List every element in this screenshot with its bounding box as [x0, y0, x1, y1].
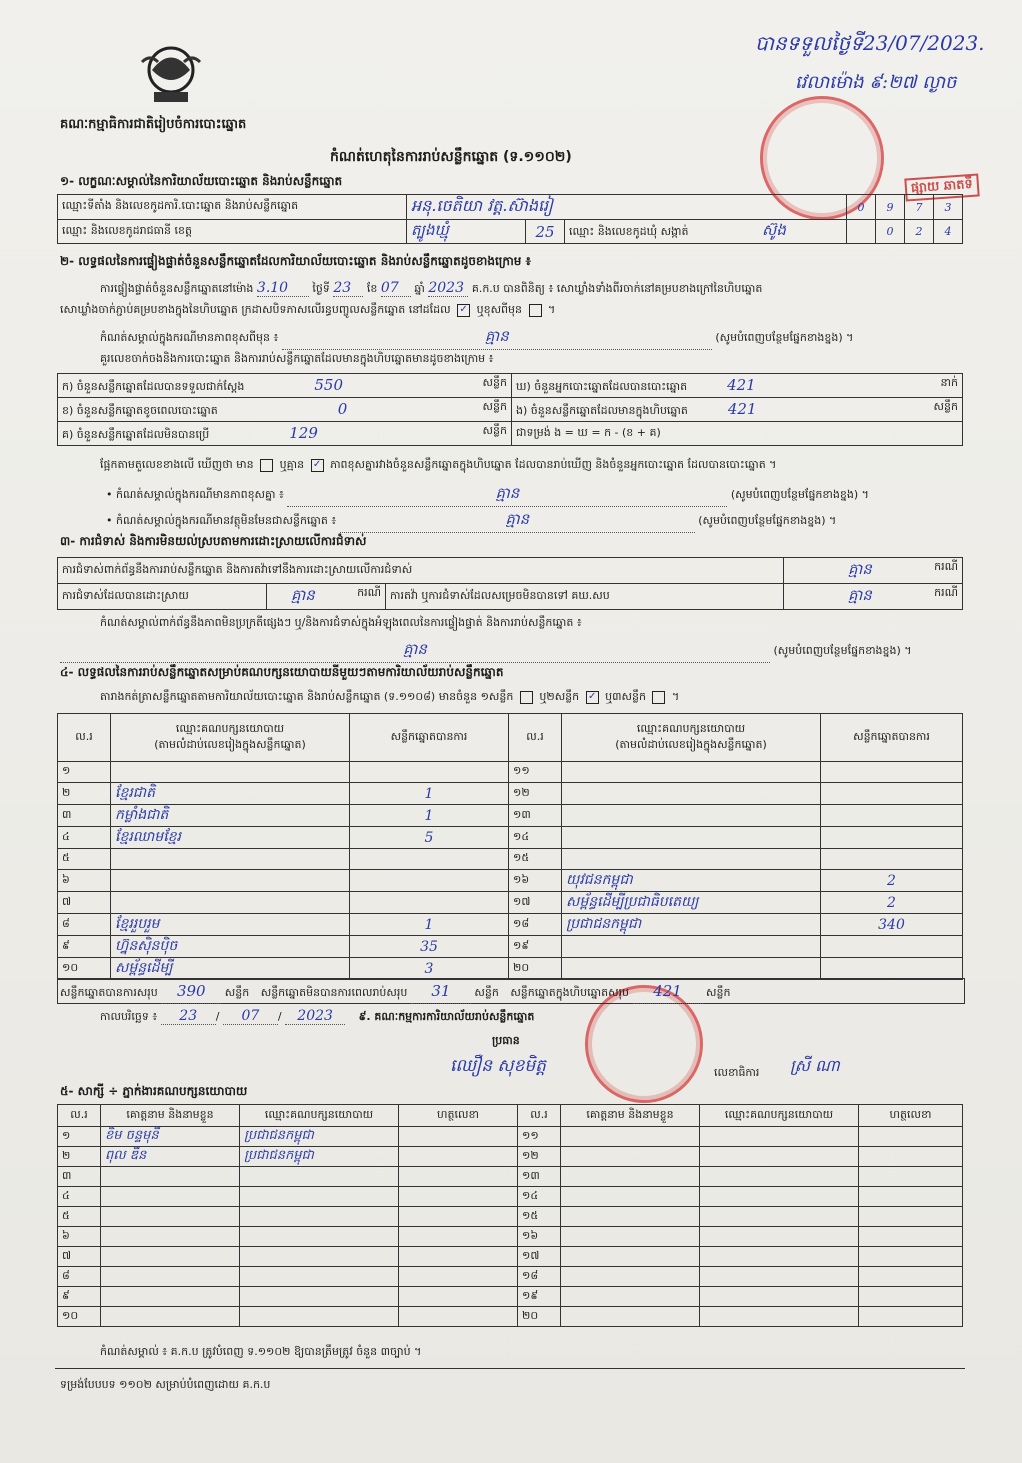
- witness-row: [58, 1287, 963, 1307]
- col-party-right: ឈ្មោះគណបក្សនយោបាយ (តាមលំដាប់លេខរៀងក្នុងសន្លឹកឆ្នោត): [562, 714, 821, 762]
- location-code-digit: 0: [847, 195, 876, 220]
- party-name: [562, 762, 821, 783]
- witness-party: [700, 1187, 859, 1207]
- party-votes: [821, 936, 963, 958]
- col-votes: សន្លឹកឆ្នោតបានការ: [350, 714, 509, 762]
- date-year: 2023: [285, 1008, 345, 1025]
- row-no: ៨: [58, 914, 111, 936]
- witness-party: [700, 1147, 859, 1167]
- party-votes: 35: [350, 936, 509, 958]
- row-no: ១៤: [509, 827, 562, 849]
- changed-label: ឬខុសពីមុន: [476, 303, 522, 316]
- witness-no: ១០: [58, 1307, 101, 1327]
- party-name: សម្ព័ន្ធដើម្បីប្រជាធិបតេយ្យ: [562, 892, 821, 914]
- nec-logo-icon: [140, 40, 202, 106]
- totals-line: សន្លឹកឆ្នោតបានការសរុប 390 សន្លឹក សន្លឹកឆ្នោតមិនបានការពេលរាប់សរុប 31 សន្លឹក សន្លឹកឆ្នោតក្នុងហិបឆ្នោតសរុប 421 សន្លឹក: [57, 978, 965, 1004]
- witness-col-party: ឈ្មោះគណបក្សនយោបាយ: [240, 1105, 399, 1127]
- witness-no: ១៩: [518, 1287, 561, 1307]
- time-note: វេលាម៉ោង ៩:២៧ ល្ងាច: [795, 72, 957, 93]
- location-code-digit: 7: [905, 195, 934, 220]
- complaint-row1-label: ការជំទាស់ពាក់ព័ន្ធនឹងការរាប់សន្លឹកឆ្នោត និងការតវ៉ាទៅនឹងការដោះស្រាយលើការជំទាស់: [58, 558, 784, 584]
- seal-text: សោឃ្លាំងចាក់ភ្ជាប់គម្របខាងក្នុងនៃហិបឆ្នោត ក្រដាសបិទភាសលើរន្ធបញ្ចូលសន្លឹកឆ្នោត នៅដដែល: [60, 303, 451, 316]
- witness-party: [240, 1247, 399, 1267]
- witness-name: [561, 1127, 700, 1147]
- total-box-label: សន្លឹកឆ្នោតក្នុងហិបឆ្នោតសរុប: [510, 986, 630, 999]
- results-row: [58, 936, 963, 958]
- row-no: ៣: [58, 805, 111, 827]
- tally-intro-line: តារាងកត់ត្រាសន្លឹកឆ្នោតតាមការិយាល័យបោះឆ្នោត និងរាប់សន្លឹកឆ្នោត (ទ.១១០៨) មានចំនួន ១សន្លឹក ឬ២សន្លឹក ✓ ឬ៣សន្លឹក ។: [100, 690, 680, 703]
- total-box-value: 421: [633, 979, 703, 1004]
- party-name: [111, 892, 350, 914]
- verification-day: 23: [333, 280, 363, 297]
- total-invalid-label: សន្លឹកឆ្នោតមិនបានការពេលរាប់សរុប: [260, 986, 408, 999]
- witness-name: [561, 1227, 700, 1247]
- fill-note: (សូមបំពេញបន្ថែមផ្នែកខាងខ្នង) ។: [730, 488, 869, 501]
- witness-name: [561, 1187, 700, 1207]
- date-line: កាលបរិច្ឆេទ ៖ 23 / 07 / 2023 ៩. គណៈកម្មការការិយាល័យរាប់សន្លឹកឆ្នោត: [100, 1008, 535, 1024]
- results-table: [57, 713, 963, 980]
- commune-cell: [565, 220, 847, 244]
- row-no: ១៦: [509, 870, 562, 892]
- witness-name: [101, 1187, 240, 1207]
- witness-col-name: គោត្តនាម និងនាមខ្លួន: [101, 1105, 240, 1127]
- province-code: 25: [526, 220, 565, 244]
- section5-heading: ៥- សាក្សី ÷ ភ្នាក់ងារគណបក្សនយោបាយ: [60, 1084, 248, 1098]
- party-name: [562, 805, 821, 827]
- location-label: ឈ្មោះទីតាំង និងលេខកូដការិ.បោះឆ្នោត និងរាប់សន្លឹកឆ្នោត: [58, 195, 407, 220]
- party-name: [111, 870, 350, 892]
- date-day: 23: [161, 1008, 216, 1025]
- row-no: ២០: [509, 958, 562, 980]
- party-votes: [821, 849, 963, 870]
- witness-party: [240, 1307, 399, 1327]
- witness-signature: [859, 1207, 963, 1227]
- irregularity-line: [60, 640, 912, 663]
- witness-row: [58, 1167, 963, 1187]
- party-votes: [350, 762, 509, 783]
- witness-name: [101, 1247, 240, 1267]
- resolved-cell: គ្មាន ករណី: [267, 584, 386, 610]
- party-name: [562, 849, 821, 870]
- section4-heading: ៤- លទ្ធផលនៃការរាប់សន្លឹកឆ្នោតសម្រាប់គណបក្សនយោបាយនីមួយៗតាមការិយាល័យរាប់សន្លឹកឆ្នោត: [60, 665, 504, 679]
- two-sheets-label: ឬ២សន្លឹក: [539, 690, 580, 703]
- party-name: ខ្មែររួបរួម: [111, 914, 350, 936]
- row-no: ៩: [58, 936, 111, 958]
- party-name: [562, 827, 821, 849]
- witness-no: ១១: [518, 1127, 561, 1147]
- no-discrepancy-checkbox[interactable]: ✓: [311, 459, 324, 472]
- party-votes: [821, 805, 963, 827]
- secretary-label: លេខាធិការ: [714, 1066, 760, 1079]
- witness-name: [561, 1267, 700, 1287]
- section3-heading: ៣- ការជំទាស់ និងការមិនយល់ស្របតាមការដោះស្រាយលើការជំទាស់: [60, 534, 367, 548]
- witness-no: ១៨: [518, 1267, 561, 1287]
- witness-no: ៧: [58, 1247, 101, 1267]
- note2-value: គ្មាន: [340, 510, 695, 533]
- witness-party: [240, 1267, 399, 1287]
- witness-row: [58, 1227, 963, 1247]
- results-row: [58, 870, 963, 892]
- party-votes: 5: [350, 827, 509, 849]
- day-label: ថ្ងៃទី: [312, 282, 330, 295]
- party-votes: 2: [821, 870, 963, 892]
- commune-code-digit: 4: [934, 220, 963, 244]
- col-no-right: ល.រ: [509, 714, 562, 762]
- verification-line2: សោឃ្លាំងចាក់ភ្ជាប់គម្របខាងក្នុងនៃហិបឆ្នោត ក្រដាសបិទភាសលើរន្ធបញ្ចូលសន្លឹកឆ្នោត នៅដដែល ✓ ឬខុសពីមុន ។: [60, 303, 556, 316]
- witness-col-no: ល.រ: [58, 1105, 101, 1127]
- witness-signature: [399, 1307, 518, 1327]
- row-no: ១៩: [509, 936, 562, 958]
- witness-signature: [859, 1227, 963, 1247]
- ballot-stamp-label: ផ្សាយ ឆាតទី: [904, 173, 979, 201]
- party-votes: 1: [350, 783, 509, 805]
- col-no: ល.រ: [58, 714, 111, 762]
- party-votes: [821, 783, 963, 805]
- total-valid-value: 390: [161, 979, 221, 1004]
- witness-name: [561, 1247, 700, 1267]
- location-code-digit: 3: [934, 195, 963, 220]
- section2-heading: ២- លទ្ធផលនៃការផ្ទៀងផ្ទាត់ចំនួនសន្លឹកឆ្នោតដែលការិយាល័យបោះឆ្នោត និងរាប់សន្លឹកឆ្នោតដូចខាងក្រោម ៖: [60, 254, 531, 268]
- note2-label: • កំណត់សម្គាល់ក្នុងករណីមានវត្ថុមិនមែនជាសន្លឹកឆ្នោត ៖: [106, 514, 337, 527]
- witness-party: [240, 1227, 399, 1247]
- count-row-c: គ) ចំនួនសន្លឹកឆ្នោតដែលមិនបានប្រើ 129 សន្លឹក: [58, 422, 512, 446]
- province-value: ត្បូងឃ្មុំ: [407, 220, 526, 244]
- witness-no: ៤: [58, 1187, 101, 1207]
- witness-no: ១: [58, 1127, 101, 1147]
- total-valid-label: សន្លឹកឆ្នោតបានការសរុប: [60, 986, 158, 999]
- witness-signature: [859, 1287, 963, 1307]
- witness-signature: [399, 1187, 518, 1207]
- witness-name: [561, 1167, 700, 1187]
- witness-name: [101, 1207, 240, 1227]
- witness-row: [58, 1187, 963, 1207]
- changed-checkbox[interactable]: [529, 304, 542, 317]
- unresolved-cell: គ្មាន ករណី: [784, 584, 963, 610]
- witness-party: ប្រជាជនកម្ពុជា: [240, 1147, 399, 1167]
- location-code-digit: 9: [876, 195, 905, 220]
- secretary-signature: ស្រី ណា: [790, 1056, 840, 1075]
- complaint-row1-cell: គ្មាន ករណី: [784, 558, 963, 584]
- note1-value: គ្មាន: [287, 484, 727, 507]
- witness-no: ១២: [518, 1147, 561, 1167]
- year-label: ឆ្នាំ: [414, 282, 425, 295]
- party-name: [111, 762, 350, 783]
- unresolved-value: គ្មាន: [848, 585, 872, 604]
- party-votes: 1: [350, 914, 509, 936]
- date-month: 07: [223, 1008, 278, 1025]
- party-name: ខ្មែរឈាមខ្មែរ: [111, 827, 350, 849]
- results-row: [58, 892, 963, 914]
- party-votes: [350, 849, 509, 870]
- unresolved-label: ការតវ៉ា ឬការជំទាស់ដែលសម្រេចមិនបានទៅ គឃ.សប: [386, 584, 784, 610]
- committee-label: ៩. គណៈកម្មការការិយាល័យរាប់សន្លឹកឆ្នោត: [358, 1010, 535, 1023]
- footer-note: កំណត់សម្គាល់ ៖ គ.ក.ប ត្រូវបំពេញ ទ.១១០២ ឱ្យបានត្រឹមត្រូវ ចំនួន ៣ច្បាប់ ។: [100, 1345, 422, 1358]
- witness-party: [700, 1287, 859, 1307]
- witness-signature: [399, 1147, 518, 1167]
- witness-no: ១៦: [518, 1227, 561, 1247]
- discrepancy-text-end: ភាពខុសគ្នារវាងចំនួនសន្លឹកឆ្នោតក្នុងហិបឆ្នោត ដែលបានរាប់ឃើញ និងចំនួនអ្នកបោះឆ្នោត ដែលបានបោះឆ្នោត ។: [330, 458, 777, 471]
- org-name: គណៈកម្មាធិការជាតិរៀបចំការបោះឆ្នោត: [60, 117, 247, 132]
- party-votes: 1: [350, 805, 509, 827]
- witness-name: [101, 1307, 240, 1327]
- chair-label: ប្រធាន: [492, 1034, 520, 1047]
- party-name: [562, 958, 821, 980]
- count-row-d: ឃ) ចំនួនអ្នកបោះឆ្នោតដែលបានបោះឆ្នោត 421 នាក់: [512, 374, 963, 398]
- results-row: [58, 805, 963, 827]
- note1-line: [106, 484, 869, 507]
- difference-note-value: គ្មាន: [282, 327, 712, 350]
- results-row: [58, 849, 963, 870]
- witness-name: [561, 1207, 700, 1227]
- row-no: ១៥: [509, 849, 562, 870]
- results-row: [58, 762, 963, 783]
- party-votes: 340: [821, 914, 963, 936]
- witness-name: ខិម ចន្ទមុនី: [101, 1127, 240, 1147]
- witness-row: [58, 1307, 963, 1327]
- complaint-row1-value: គ្មាន: [848, 559, 872, 578]
- witness-party: [700, 1167, 859, 1187]
- tally-intro: តារាងកត់ត្រាសន្លឹកឆ្នោតតាមការិយាល័យបោះឆ្នោត និងរាប់សន្លឹកឆ្នោត (ទ.១១០៨) មានចំនួន ១សន្លឹក: [100, 690, 514, 703]
- section1-heading: ១- លក្ខណៈសម្គាល់នៃការិយាល័យបោះឆ្នោត និងរាប់សន្លឹកឆ្នោត: [60, 174, 343, 188]
- witness-signature: [859, 1167, 963, 1187]
- party-votes: [350, 892, 509, 914]
- witness-row: [58, 1207, 963, 1227]
- results-row: [58, 914, 963, 936]
- party-name: សម្ព័ន្ធដើម្បី: [111, 958, 350, 980]
- fill-note: (សូមបំពេញបន្ថែមផ្នែកខាងខ្នង) ។: [773, 644, 912, 657]
- received-note: បានទទួលថ្ងៃទី23/07/2023.: [755, 31, 985, 55]
- chair-signature: ឈឿន សុខមិត្ត: [450, 1056, 546, 1076]
- row-no: ៦: [58, 870, 111, 892]
- resolved-value: គ្មាន: [291, 585, 315, 604]
- complaints-table: [57, 557, 963, 610]
- difference-note-line: [100, 327, 853, 350]
- party-name: ហ្វ៊ុនស៊ិនប៉ិច: [111, 936, 350, 958]
- witness-name: [101, 1267, 240, 1287]
- witness-row: [58, 1247, 963, 1267]
- difference-note-label: កំណត់សម្គាល់ក្នុងករណីមានភាពខុសពីមុន ៖: [100, 331, 279, 344]
- fill-note: (សូមបំពេញបន្ថែមផ្នែកខាងខ្នង) ។: [698, 514, 837, 527]
- party-name: ប្រជាជនកម្ពុជា: [562, 914, 821, 936]
- witness-no: ១៤: [518, 1187, 561, 1207]
- irregularity-value: គ្មាន: [60, 640, 770, 663]
- month-label: ខែ: [366, 282, 378, 295]
- witness-party: [240, 1287, 399, 1307]
- row-no: ៧: [58, 892, 111, 914]
- commune-label: ឈ្មោះ និងលេខកូដឃុំ សង្កាត់: [569, 224, 689, 238]
- witness-signature: [859, 1307, 963, 1327]
- form-note: ទម្រង់បែបបទ ១១០២ សម្រាប់បំពេញដោយ គ.ក.ប: [60, 1378, 271, 1391]
- count-formula: ជាទម្រង់ ង = ឃ = ក - (ខ + គ): [512, 422, 963, 446]
- witness-party: [700, 1227, 859, 1247]
- count-row-a: ក) ចំនួនសន្លឹកឆ្នោតដែលបានទទួលជាក់ស្តែង 550 សន្លឹក: [58, 374, 512, 398]
- province-label: ឈ្មោះ និងលេខកូដរាជធានី ខេត្ត: [58, 220, 407, 244]
- party-votes: [821, 827, 963, 849]
- col-votes-right: សន្លឹកឆ្នោតបានការ: [821, 714, 963, 762]
- witness-no: ២: [58, 1147, 101, 1167]
- witness-col-name-right: គោត្តនាម និងនាមខ្លួន: [561, 1105, 700, 1127]
- commune-code-digit: 2: [905, 220, 934, 244]
- count-row-b: ខ) ចំនួនសន្លឹកឆ្នោតខូចពេលបោះឆ្នោត 0 សន្លឹក: [58, 398, 512, 422]
- verification-hour: 3.10: [257, 280, 309, 297]
- witness-signature: [399, 1227, 518, 1247]
- count-c-value: 129: [289, 423, 318, 442]
- row-no: ១១: [509, 762, 562, 783]
- witness-signature: [859, 1187, 963, 1207]
- witness-table: [57, 1104, 963, 1327]
- witness-party: [700, 1127, 859, 1147]
- verification-month: 07: [381, 280, 411, 297]
- resolved-label: ការជំទាស់ដែលបានដោះស្រាយ: [58, 584, 267, 610]
- witness-name: [101, 1287, 240, 1307]
- witness-no: ២០: [518, 1307, 561, 1327]
- row-no: ២: [58, 783, 111, 805]
- witness-row: [58, 1147, 963, 1167]
- witness-name: ពុល ឌីន: [101, 1147, 240, 1167]
- date-label: កាលបរិច្ឆេទ ៖: [100, 1010, 158, 1023]
- count-table: [57, 373, 963, 446]
- results-row: [58, 958, 963, 980]
- witness-party: ប្រជាជនកម្ពុជា: [240, 1127, 399, 1147]
- count-b-value: 0: [337, 399, 348, 418]
- discrepancy-line: [100, 458, 776, 474]
- row-no: ១៨: [509, 914, 562, 936]
- row-no: ១៧: [509, 892, 562, 914]
- row-no: ៤: [58, 827, 111, 849]
- witness-signature: [399, 1267, 518, 1287]
- witness-col-party-right: ឈ្មោះគណបក្សនយោបាយ: [700, 1105, 859, 1127]
- witness-signature: [859, 1147, 963, 1167]
- witness-col-sign: ហត្ថលេខា: [399, 1105, 518, 1127]
- party-votes: 2: [821, 892, 963, 914]
- one-sheet-checkbox[interactable]: [520, 691, 533, 704]
- party-name: ខ្មែរជាតិ: [111, 783, 350, 805]
- count-intro: គួរលេខចាក់ចងនិងការបោះឆ្នោត និងការរាប់សន្លឹកឆ្នោតដែលមានក្នុងហិបឆ្នោតមានដូចខាងក្រោម ៖: [100, 352, 494, 365]
- witness-signature: [399, 1287, 518, 1307]
- count-d-value: 421: [727, 375, 756, 394]
- two-sheets-checkbox[interactable]: ✓: [586, 691, 599, 704]
- witness-name: [101, 1227, 240, 1247]
- fill-note: (សូមបំពេញបន្ថែមផ្នែកខាងខ្នង) ។: [715, 331, 854, 344]
- witness-party: [700, 1267, 859, 1287]
- note1-label: • កំណត់សម្គាល់ក្នុងករណីមានភាពខុសគ្នា ៖: [106, 488, 284, 501]
- witness-col-sign-right: ហត្ថលេខា: [859, 1105, 963, 1127]
- party-votes: 3: [350, 958, 509, 980]
- count-row-e: ង) ចំនួនសន្លឹកឆ្នោតដែលមានក្នុងហិបឆ្នោត 421 សន្លឹក: [512, 398, 963, 422]
- witness-no: ១៧: [518, 1247, 561, 1267]
- witness-signature: [859, 1127, 963, 1147]
- witness-party: [700, 1247, 859, 1267]
- has-discrepancy-checkbox[interactable]: [260, 459, 273, 472]
- total-invalid-value: 31: [411, 979, 471, 1004]
- no-discrepancy-label: ឬគ្មាន: [279, 458, 305, 471]
- witness-signature: [399, 1247, 518, 1267]
- note2-line: [106, 510, 836, 533]
- witness-signature: [399, 1127, 518, 1147]
- verification-year: 2023: [428, 280, 468, 297]
- verification-text: ការផ្ទៀងផ្ទាត់ចំនួនសន្លឹកឆ្នោតនៅម៉ោង: [100, 282, 254, 295]
- row-no: ១: [58, 762, 111, 783]
- party-name: [562, 936, 821, 958]
- discrepancy-text: ផ្អែកតាមតួលេខខាងលើ ឃើញថា មាន: [100, 458, 254, 471]
- witness-no: ១៣: [518, 1167, 561, 1187]
- section1-table: [57, 194, 963, 244]
- witness-row: [58, 1127, 963, 1147]
- three-sheets-label: ឬ៣សន្លឹក: [605, 690, 646, 703]
- three-sheets-checkbox[interactable]: [652, 691, 665, 704]
- party-votes: [350, 870, 509, 892]
- location-value: អនុ.ចេតិយា វត្ត.ស៊ាងរៀ: [407, 195, 847, 220]
- count-e-value: 421: [727, 399, 757, 418]
- row-no: ១០: [58, 958, 111, 980]
- results-row: [58, 827, 963, 849]
- row-no: ១៣: [509, 805, 562, 827]
- witness-signature: [859, 1247, 963, 1267]
- document-title: កំណត់ហេតុនៃការរាប់សន្លឹកឆ្នោត (ទ.១១០២): [330, 149, 572, 165]
- witness-name: [561, 1147, 700, 1167]
- witness-party: [700, 1307, 859, 1327]
- commune-code-digit: 0: [876, 220, 905, 244]
- verification-line1: [100, 280, 960, 298]
- irregularity-note: កំណត់សម្គាល់ពាក់ព័ន្ធនឹងភាពមិនប្រក្រតីផ្សេងៗ ឬ/និងការជំទាស់ក្នុងអំឡុងពេលនៃការផ្ទៀងផ្ទាត់ និងការរាប់សន្លឹកឆ្នោត ៖: [100, 616, 582, 629]
- party-name: យុវជនកម្ពុជា: [562, 870, 821, 892]
- count-a-value: 550: [314, 375, 343, 394]
- footer-divider: [55, 1368, 965, 1369]
- witness-signature: [399, 1207, 518, 1227]
- commune-value: ស៊ូង: [762, 220, 786, 239]
- party-votes: [821, 762, 963, 783]
- col-party: ឈ្មោះគណបក្សនយោបាយ (តាមលំដាប់លេខរៀងក្នុងសន្លឹកឆ្នោត): [111, 714, 350, 762]
- witness-name: [561, 1307, 700, 1327]
- witness-no: ៦: [58, 1227, 101, 1247]
- party-name: កម្លាំងជាតិ: [111, 805, 350, 827]
- witness-name: [101, 1167, 240, 1187]
- witness-party: [700, 1207, 859, 1227]
- row-no: ១២: [509, 783, 562, 805]
- witness-party: [240, 1167, 399, 1187]
- row-no: ៥: [58, 849, 111, 870]
- witness-signature: [399, 1167, 518, 1187]
- witness-no: ៨: [58, 1267, 101, 1287]
- witness-no: ៩: [58, 1287, 101, 1307]
- witness-party: [240, 1187, 399, 1207]
- same-checkbox[interactable]: ✓: [457, 304, 470, 317]
- witness-row: [58, 1267, 963, 1287]
- witness-signature: [859, 1267, 963, 1287]
- party-name: [111, 849, 350, 870]
- witness-no: ៣: [58, 1167, 101, 1187]
- witness-col-no-right: ល.រ: [518, 1105, 561, 1127]
- witness-no: ១៥: [518, 1207, 561, 1227]
- verification-text-end: គ.ក.ប បានពិនិត្យ ៖ សោឃ្លាំងទាំងពីរចាក់នៅគម្របខាងក្រៅនៃហិបឆ្នោត: [471, 282, 763, 295]
- results-row: [58, 783, 963, 805]
- party-votes: [821, 958, 963, 980]
- witness-name: [561, 1287, 700, 1307]
- witness-no: ៥: [58, 1207, 101, 1227]
- party-name: [562, 783, 821, 805]
- witness-party: [240, 1207, 399, 1227]
